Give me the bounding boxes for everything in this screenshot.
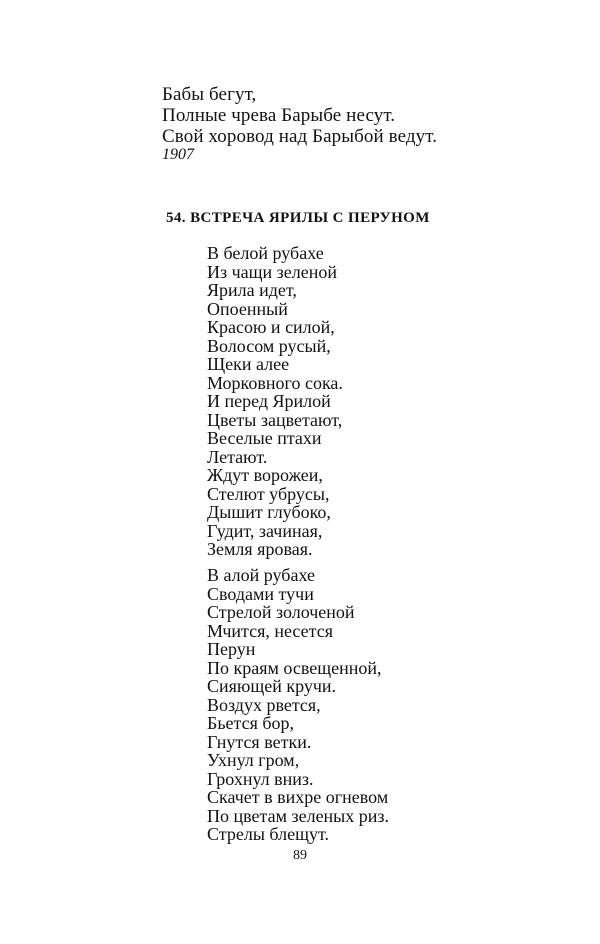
verse-line: Щеки алее: [207, 354, 290, 374]
verse-line: Стрелы блещут.: [207, 824, 329, 844]
intro-line: Полные чрева Барыбе несут.: [162, 105, 396, 126]
verse-line: Перун: [207, 639, 256, 659]
verse-line: И перед Ярилой: [207, 391, 331, 411]
verse-line: Веселые птахи: [207, 428, 322, 448]
stanza-1: [207, 244, 343, 559]
verse-line: Ухнул гром,: [207, 750, 300, 770]
verse-line: Земля яровая.: [207, 539, 313, 559]
verse-line: Сияющей кручи.: [207, 676, 337, 696]
verse-line: Воздух рвется,: [207, 694, 321, 715]
verse-line: Цветы зацветают,: [207, 409, 343, 430]
verse-line: Грохнул вниз.: [207, 768, 314, 789]
verse-line: Скачет в вихре огневом: [207, 787, 389, 807]
verse-line: По цветам зеленых риз.: [207, 805, 390, 826]
verse-line: Сводами тучи: [207, 583, 314, 604]
verse-line: Морковного сока.: [207, 372, 343, 393]
poem-title: 54. ВСТРЕЧА ЯРИЛЫ С ПЕРУНОМ: [166, 210, 430, 226]
intro-line: Бабы бегут,: [162, 84, 257, 105]
verse-line: Волосом русый,: [207, 335, 331, 356]
stanza-2: [207, 566, 389, 844]
verse-line: В белой рубахе: [207, 243, 324, 263]
verse-line: Ярила идет,: [207, 280, 297, 300]
verse-line: В алой рубахе: [207, 565, 315, 585]
verse-line: Стрелой золоченой: [207, 602, 355, 622]
intro-line: Свой хоровод над Барыбой ведут.: [162, 126, 438, 147]
verse-line: Бьется бор,: [207, 713, 295, 733]
verse-line: Красою и силой,: [207, 317, 335, 337]
verse-line: Гудит, зачиная,: [207, 520, 323, 541]
verse-line: Ждут ворожеи,: [207, 465, 323, 485]
page-number: 89: [293, 848, 307, 863]
intro-stanza: [162, 84, 437, 147]
verse-line: Дышит глубоко,: [207, 502, 331, 522]
verse-line: Мчится, несется: [207, 620, 333, 641]
verse-line: По краям освещенной,: [207, 657, 382, 678]
verse-line: Гнутся ветки.: [207, 731, 312, 752]
verse-line: Опоенный: [207, 298, 288, 319]
verse-line: Из чащи зеленой: [207, 261, 337, 282]
verse-line: Летают.: [207, 446, 268, 467]
verse-line: Стелют убрусы,: [207, 483, 330, 504]
poem-date: 1907: [162, 146, 194, 163]
